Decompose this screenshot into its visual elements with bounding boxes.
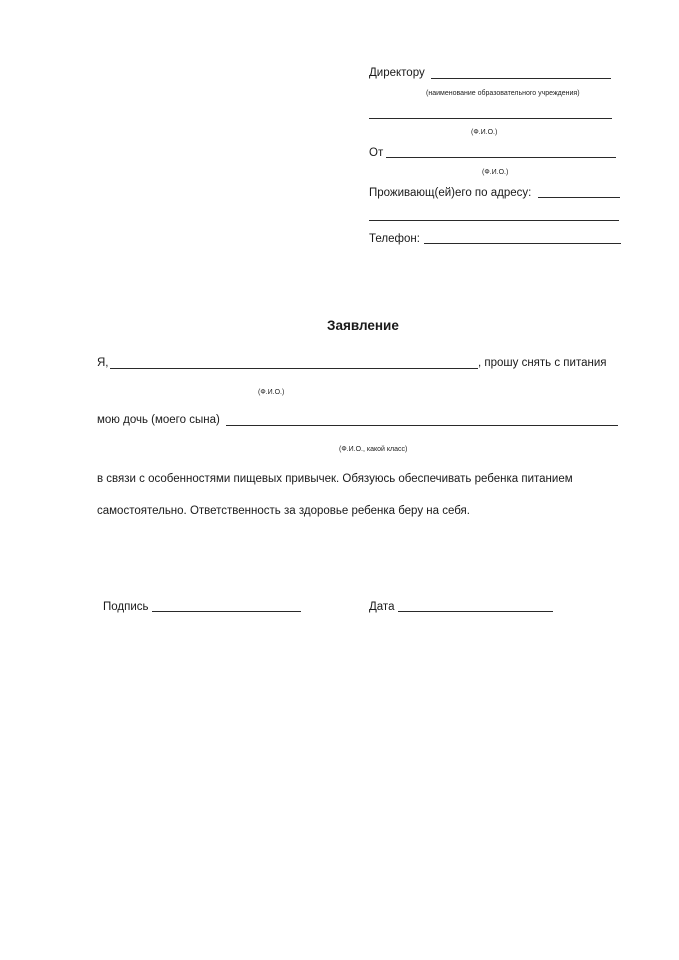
address-field-2[interactable] [369, 220, 619, 221]
date-label: Дата [369, 601, 395, 613]
document-title: Заявление [327, 318, 399, 333]
child-hint: (Ф.И.О., какой класс) [339, 446, 408, 453]
fio-hint-from: (Ф.И.О.) [482, 169, 509, 176]
director-field[interactable] [431, 78, 611, 79]
statement-prefix: Я, [97, 357, 109, 369]
signature-field[interactable] [152, 611, 301, 612]
phone-field[interactable] [424, 243, 621, 244]
child-name-field[interactable] [226, 425, 618, 426]
institution-hint: (наименование образовательного учреждения) [426, 90, 580, 97]
from-field[interactable] [386, 157, 616, 158]
reason-text: в связи с особенностями пищевых привычек. Обязуюсь обеспечивать ребенка питанием [97, 473, 573, 485]
statement-suffix: , прошу снять с питания [478, 357, 607, 369]
phone-label: Телефон: [369, 233, 420, 245]
parent-name-field[interactable] [110, 368, 478, 369]
address-label: Проживающ(ей)его по адресу: [369, 187, 532, 199]
fio-hint-parent: (Ф.И.О.) [258, 389, 285, 396]
fio-hint-director: (Ф.И.О.) [471, 129, 498, 136]
director-name-field[interactable] [369, 118, 612, 119]
responsibility-text: самостоятельно. Ответственность за здоровье ребенка беру на себя. [97, 505, 470, 517]
date-field[interactable] [398, 611, 553, 612]
address-field[interactable] [538, 197, 620, 198]
child-label: мою дочь (моего сына) [97, 414, 220, 426]
signature-label: Подпись [103, 601, 149, 613]
from-label: От [369, 147, 384, 159]
director-label: Директору [369, 67, 425, 79]
